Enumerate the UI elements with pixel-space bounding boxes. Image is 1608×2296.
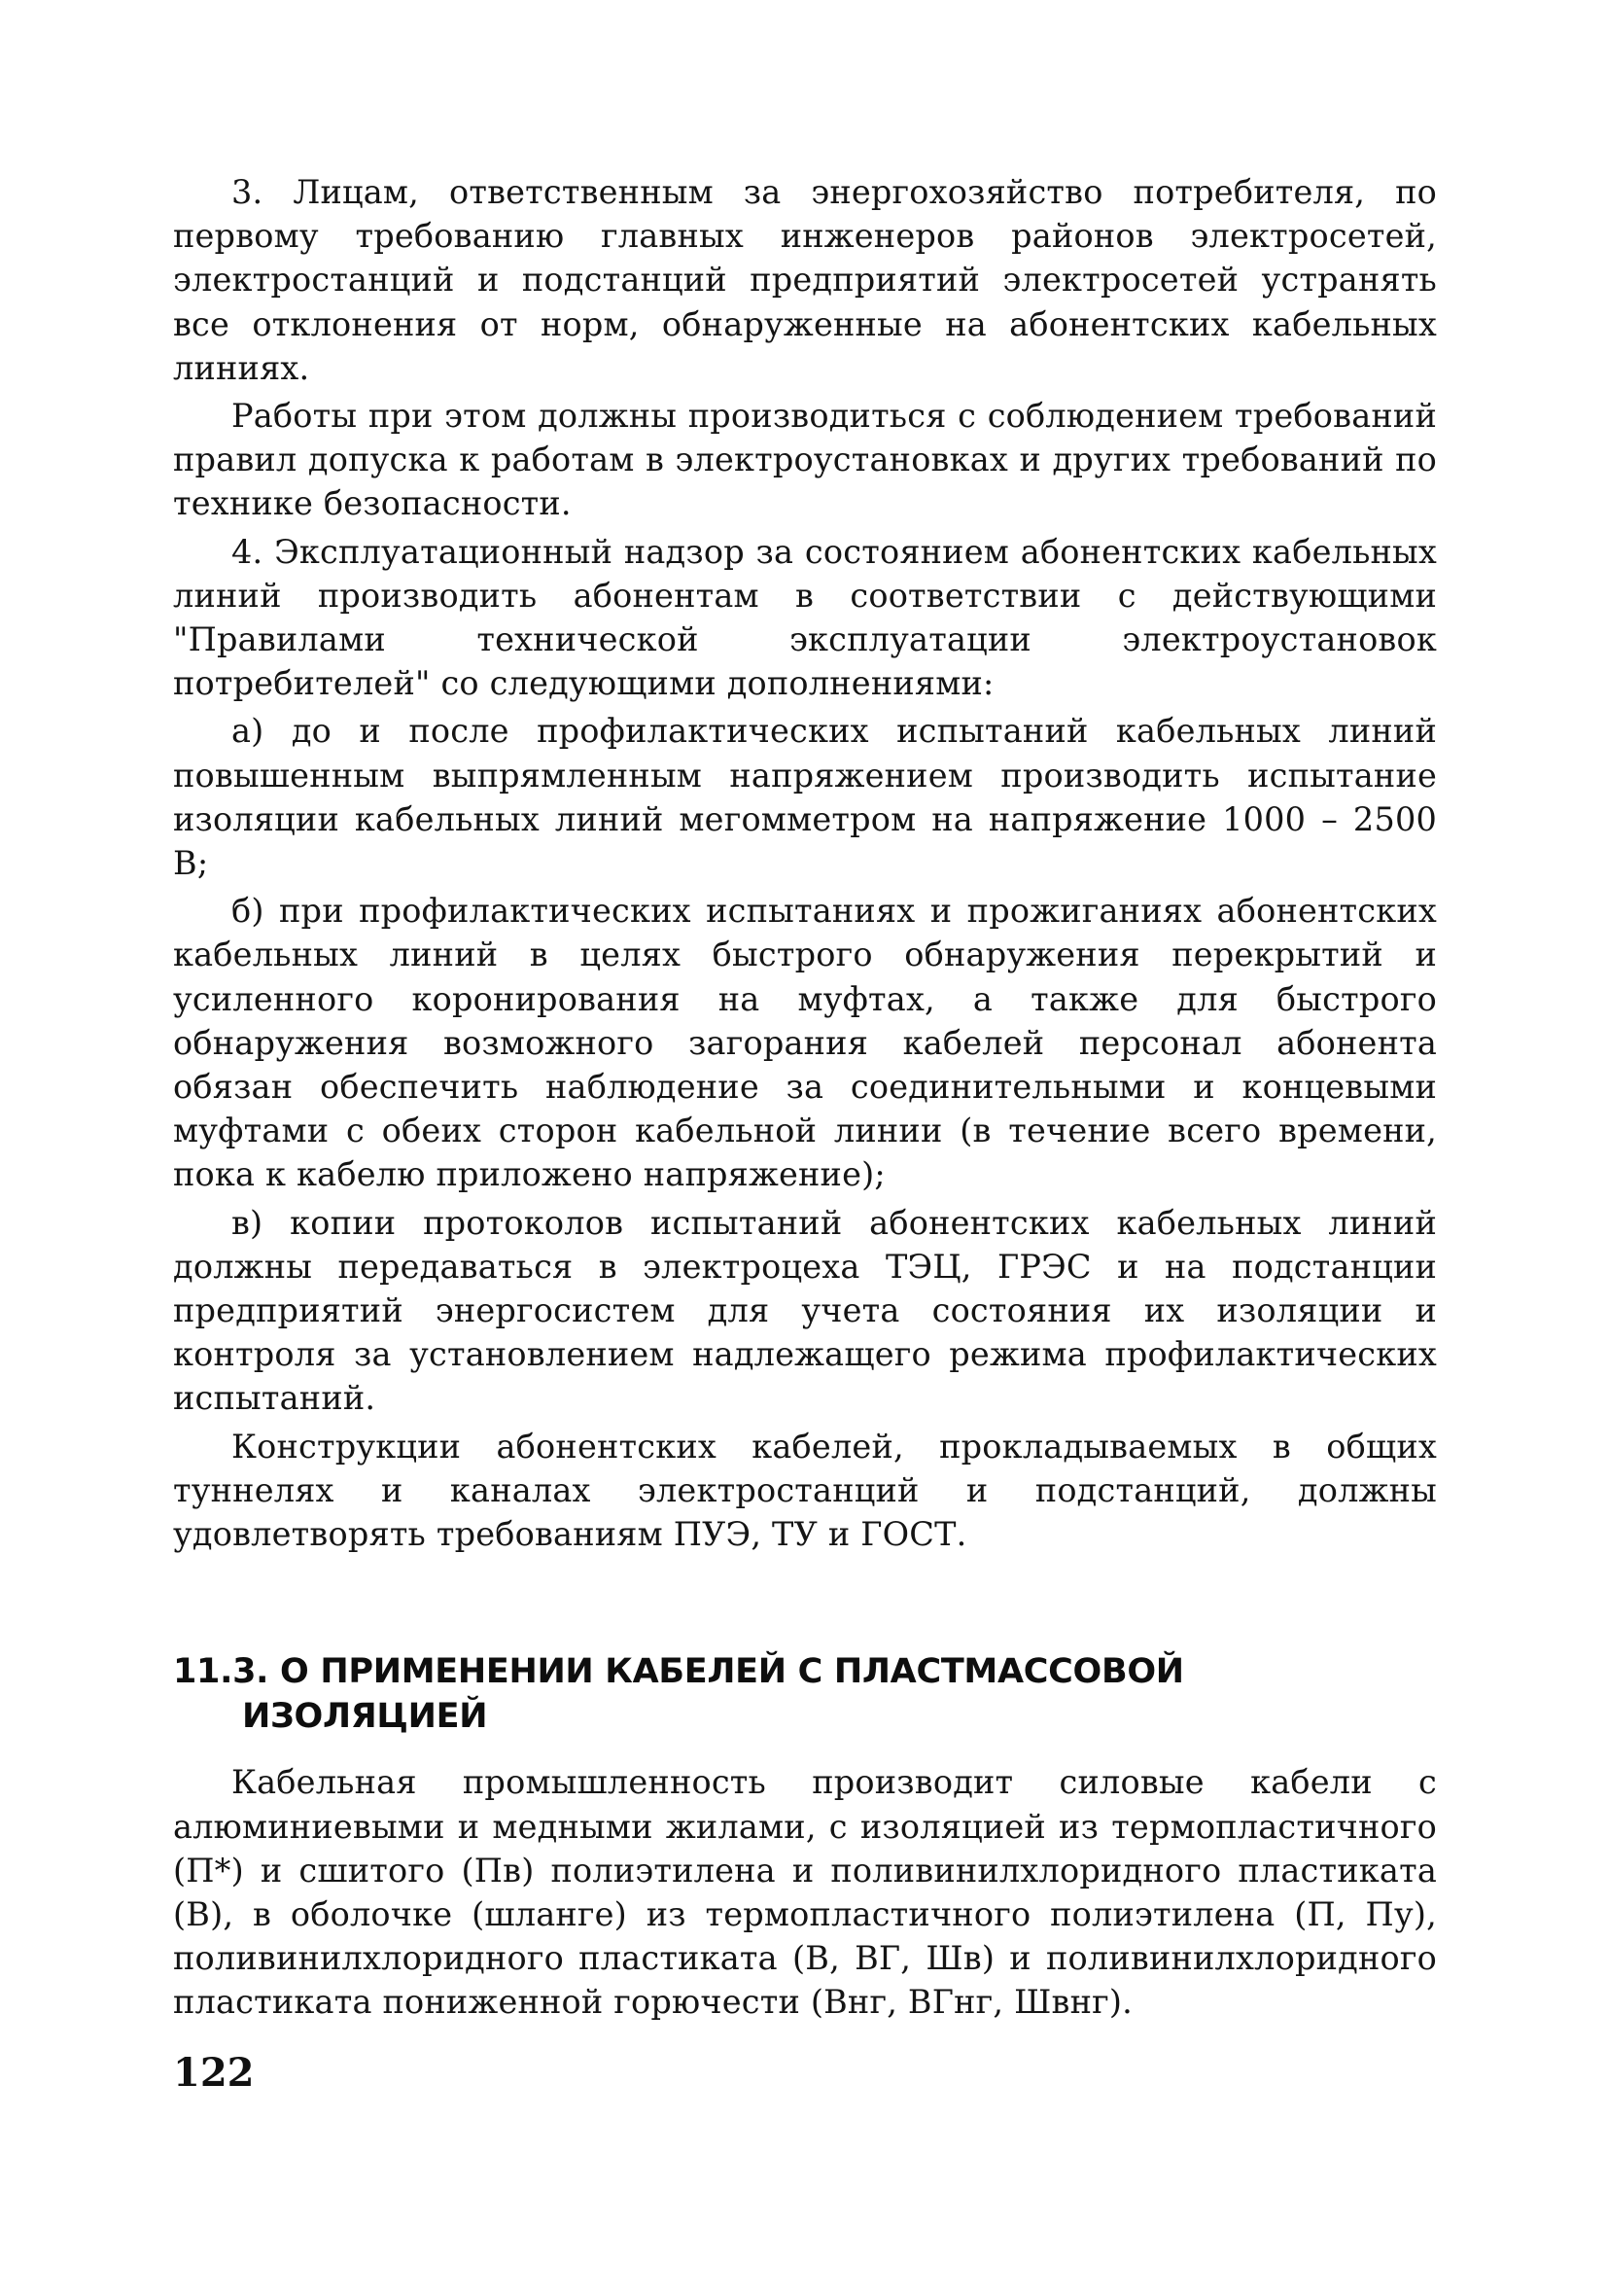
page-body [173,170,1437,2025]
paragraph-item-4: 4. Эксплуатационный надзор за состоянием абонентских кабельных линий производить абонентам в соответствии с действующими "Правилами технической эксплуатации электроустановок потребителей" со следующими дополнениями: [173,532,1437,703]
paragraph-item-4a: а) до и после профилактических испытаний кабельных линий повышенным выпрямленным напряжением производить испытание изоляции кабельных линий мегомметром на напряжение 1000 – 2500 В; [173,712,1437,883]
paragraph-item-3: 3. Лицам, ответственным за энергохозяйство потребителя, по первому требованию главных инженеров районов электросетей, электростанций и подстанций предприятий электросетей устранять все отклонения от норм, обнаруженные на абонентских кабельных линиях. [173,173,1437,387]
section-paragraph: Кабельная промышленность производит силовые кабели с алюминиевыми и медными жилами, с изоляцией из термопластичного (П*) и сшитого (Пв) полиэтилена и поливинилхлоридного пластиката (В), в оболочке (шланге) из термопластичного полиэтилена (П, Пу), поливинилхлоридного пластиката (В, ВГ, Шв) и поливинилхлоридного пластиката пониженной горючести (Внг, ВГнг, Швнг). [173,1763,1437,2022]
section-heading: 11.3. О ПРИМЕНЕНИИ КАБЕЛЕЙ С ПЛАСТМАССОВОЙ ИЗОЛЯЦИЕЙ [173,1652,1184,1737]
paragraph-safety-requirements: Работы при этом должны производиться с соблюдением требований правил допуска к работам в электроустановках и других требований по технике безопасности. [173,397,1437,523]
paragraph-cable-constructions: Конструкции абонентских кабелей, прокладываемых в общих туннелях и каналах электростанций и подстанций, должны удовлетворять требованиям ПУЭ, ТУ и ГОСТ. [173,1427,1437,1554]
paragraph-item-4c: в) копии протоколов испытаний абонентских кабельных линий должны передаваться в электроцеха ТЭЦ, ГРЭС и на подстанции предприятий энергосистем для учета состояния их изоляции и контроля за установлением надлежащего режима профилактических испытаний. [173,1203,1437,1418]
paragraph-item-4b: б) при профилактических испытаниях и прожиганиях абонентских кабельных линий в целях быстрого обнаружения перекрытий и усиленного коронирования на муфтах, а также для быстрого обнаружения возможного загорания кабелей персонал абонента обязан обеспечить наблюдение за соединительными и концевыми муфтами с обеих сторон кабельной линии (в течение всего времени, пока к кабелю приложено напряжение); [173,892,1437,1194]
page-number: 122 [173,2050,255,2096]
